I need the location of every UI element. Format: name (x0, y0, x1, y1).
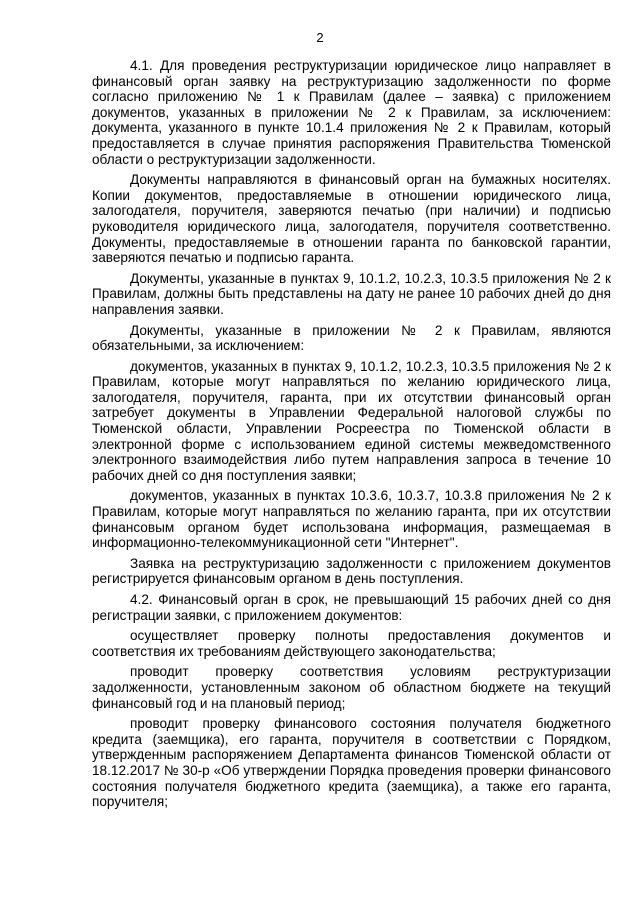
paragraph-4-2: 4.2. Финансовый орган в срок, не превышающий 15 рабочих дней со дня регистрации заявки, с приложением документов: (92, 592, 611, 623)
paragraph-4-1: 4.1. Для проведения реструктуризации юридическое лицо направляет в финансовый орган заявку на реструктуризацию задолженности по форме согласно приложению № 1 к Правилам (далее – заявка) с приложением документов, указанных в приложении № 2 к Правилам, за исключением: документа, указанного в пункте 10.1.4 приложения № 2 к Правилам, который предоставляется в случае принятия распоряжения Правительства Тюменской области о реструктуризации задолженности. (92, 58, 611, 167)
paragraph-document-dates: Документы, указанные в пунктах 9, 10.1.2, 10.2.3, 10.3.5 приложения № 2 к Правилам, должны быть представлены на дату не ранее 10 рабочих дней до дня направления заявки. (92, 270, 611, 317)
paragraph-mandatory-documents: Документы, указанные в приложении № 2 к Правилам, являются обязательными, за исключением: (92, 322, 611, 354)
paragraph-exception-1: документов, указанных в пунктах 9, 10.1.2, 10.2.3, 10.3.5 приложения № 2 к Правилам, которые могут направляться по желанию юридического лица, залогодателя, поручителя, гаранта, при их отсутствии финансовый орган затребует документы в Управлении Федеральной налоговой службы по Тюменской области, Управлении Росреестра по Тюменской области в электронной форме с использованием единой системы межведомственного электронного взаимодействия либо путем направления запроса в течение 10 рабочих дней со дня поступления заявки; (92, 358, 611, 483)
paragraph-check-conditions: проводит проверку соответствия условиям реструктуризации задолженности, установленным законом об областном бюджете на текущий финансовый год и на плановый период; (92, 664, 611, 711)
paragraph-check-financial-state: проводит проверку финансового состояния получателя бюджетного кредита (заемщика), его гаранта, поручителя в соответствии с Порядком, утвержденным распоряжением Департамента финансов Тюменской области от 18.12.2017 № 30-р «Об утверждении Порядка проведения проверки финансового состояния получателя бюджетного кредита (заемщика), а также его гаранта, поручителя; (92, 716, 611, 810)
paragraph-exception-2: документов, указанных в пунктах 10.3.6, 10.3.7, 10.3.8 приложения № 2 к Правилам, которые могут направляться по желанию гаранта, при их отсутствии финансовым органом будет использована информация, размещаемая в информационно-телекоммуникационной сети "Интернет". (92, 488, 611, 551)
paragraph-registration: Заявка на реструктуризацию задолженности с приложением документов регистрируется финансовым органом в день поступления. (92, 555, 611, 587)
document-body (92, 58, 611, 815)
paragraph-paper-documents: Документы направляются в финансовый орган на бумажных носителях. Копии документов, предоставляемые в отношении юридического лица, залогодателя, поручителя, заверяются печатью (при наличии) и подписью руководителя юридического лица, залогодателя, поручителя соответственно. Документы, предоставляемые в отношении гаранта по банковской гарантии, заверяются печатью и подписью гаранта. (92, 172, 611, 266)
page-number: 2 (316, 30, 324, 45)
paragraph-check-completeness: осуществляет проверку полноты предоставления документов и соответствия их требованиям действующего законодательства; (92, 628, 611, 659)
